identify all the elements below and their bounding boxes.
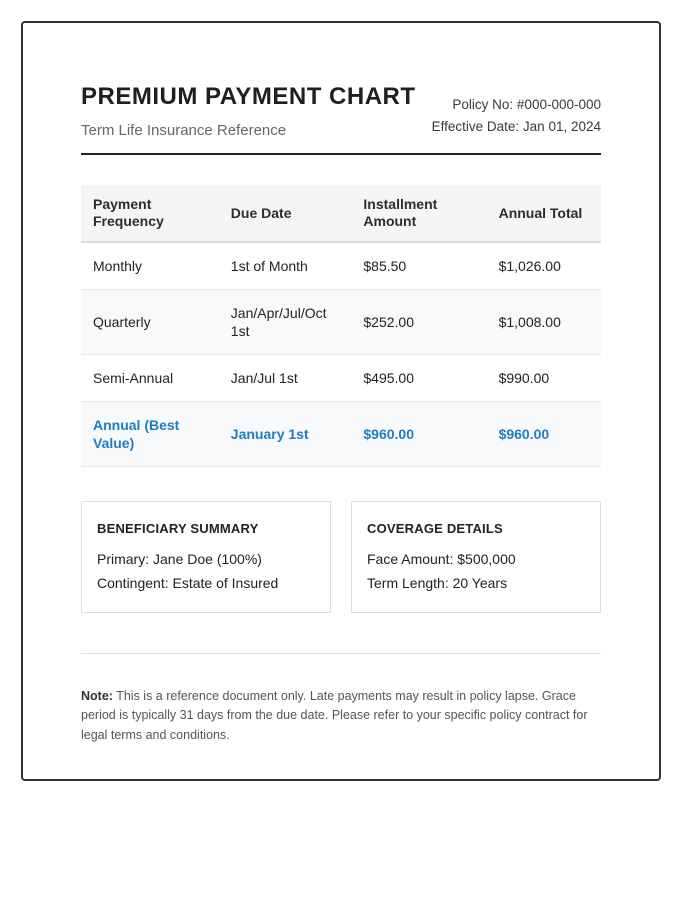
cell-annual-total: $1,026.00	[487, 242, 601, 290]
payment-table	[81, 185, 601, 467]
table-row-quarterly	[81, 290, 601, 355]
cell-frequency: Quarterly	[81, 290, 219, 355]
footnote	[81, 687, 601, 745]
cell-installment: $495.00	[351, 355, 486, 402]
beneficiary-contingent: Contingent: Estate of Insured	[97, 575, 279, 591]
cell-frequency: Monthly	[81, 242, 219, 290]
policy-block	[432, 94, 601, 139]
table-header-row	[81, 185, 601, 242]
cell-installment: $252.00	[351, 290, 486, 355]
cell-annual-total: $960.00	[487, 402, 601, 467]
coverage-details-title: COVERAGE DETAILS	[367, 521, 503, 536]
table-row-annual-best-value	[81, 402, 601, 467]
cell-annual-total: $1,008.00	[487, 290, 601, 355]
cell-frequency: Annual (Best Value)	[81, 402, 219, 467]
table-row-monthly	[81, 242, 601, 290]
footnote-label: Note:	[81, 689, 113, 703]
policy-number: Policy No: #000-000-000	[452, 97, 601, 112]
title-block	[81, 83, 416, 139]
cell-due-date: Jan/Jul 1st	[219, 355, 352, 402]
page-subtitle: Term Life Insurance Reference	[81, 122, 287, 139]
cell-installment: $85.50	[351, 242, 486, 290]
cell-frequency: Semi-Annual	[81, 355, 219, 402]
column-header-due-date: Due Date	[219, 185, 352, 242]
column-header-installment-amount: Installment Amount	[351, 185, 486, 242]
header-divider	[81, 153, 601, 155]
coverage-face-amount: Face Amount: $500,000	[367, 551, 516, 567]
document-header	[81, 83, 601, 139]
cell-due-date: Jan/Apr/Jul/Oct 1st	[219, 290, 352, 355]
cell-due-date: January 1st	[219, 402, 352, 467]
beneficiary-summary-title: BENEFICIARY SUMMARY	[97, 521, 259, 536]
coverage-details-box	[351, 501, 601, 613]
column-header-payment-frequency: Payment Frequency	[81, 185, 219, 242]
table-row-semi-annual	[81, 355, 601, 402]
footer-divider	[81, 653, 601, 654]
effective-date: Effective Date: Jan 01, 2024	[431, 119, 601, 134]
beneficiary-primary: Primary: Jane Doe (100%)	[97, 551, 262, 567]
beneficiary-summary-box	[81, 501, 331, 613]
footnote-text: This is a reference document only. Late payments may result in policy lapse. Grace period is typically 31 days from the due date. Please refer to your specific policy contract for legal terms and conditions.	[81, 689, 588, 742]
cell-due-date: 1st of Month	[219, 242, 352, 290]
coverage-term-length: Term Length: 20 Years	[367, 575, 508, 591]
summary-boxes	[81, 501, 601, 613]
cell-installment: $960.00	[351, 402, 486, 467]
page-title: PREMIUM PAYMENT CHART	[81, 83, 416, 110]
column-header-annual-total: Annual Total	[487, 185, 601, 242]
document-page	[21, 21, 661, 781]
cell-annual-total: $990.00	[487, 355, 601, 402]
